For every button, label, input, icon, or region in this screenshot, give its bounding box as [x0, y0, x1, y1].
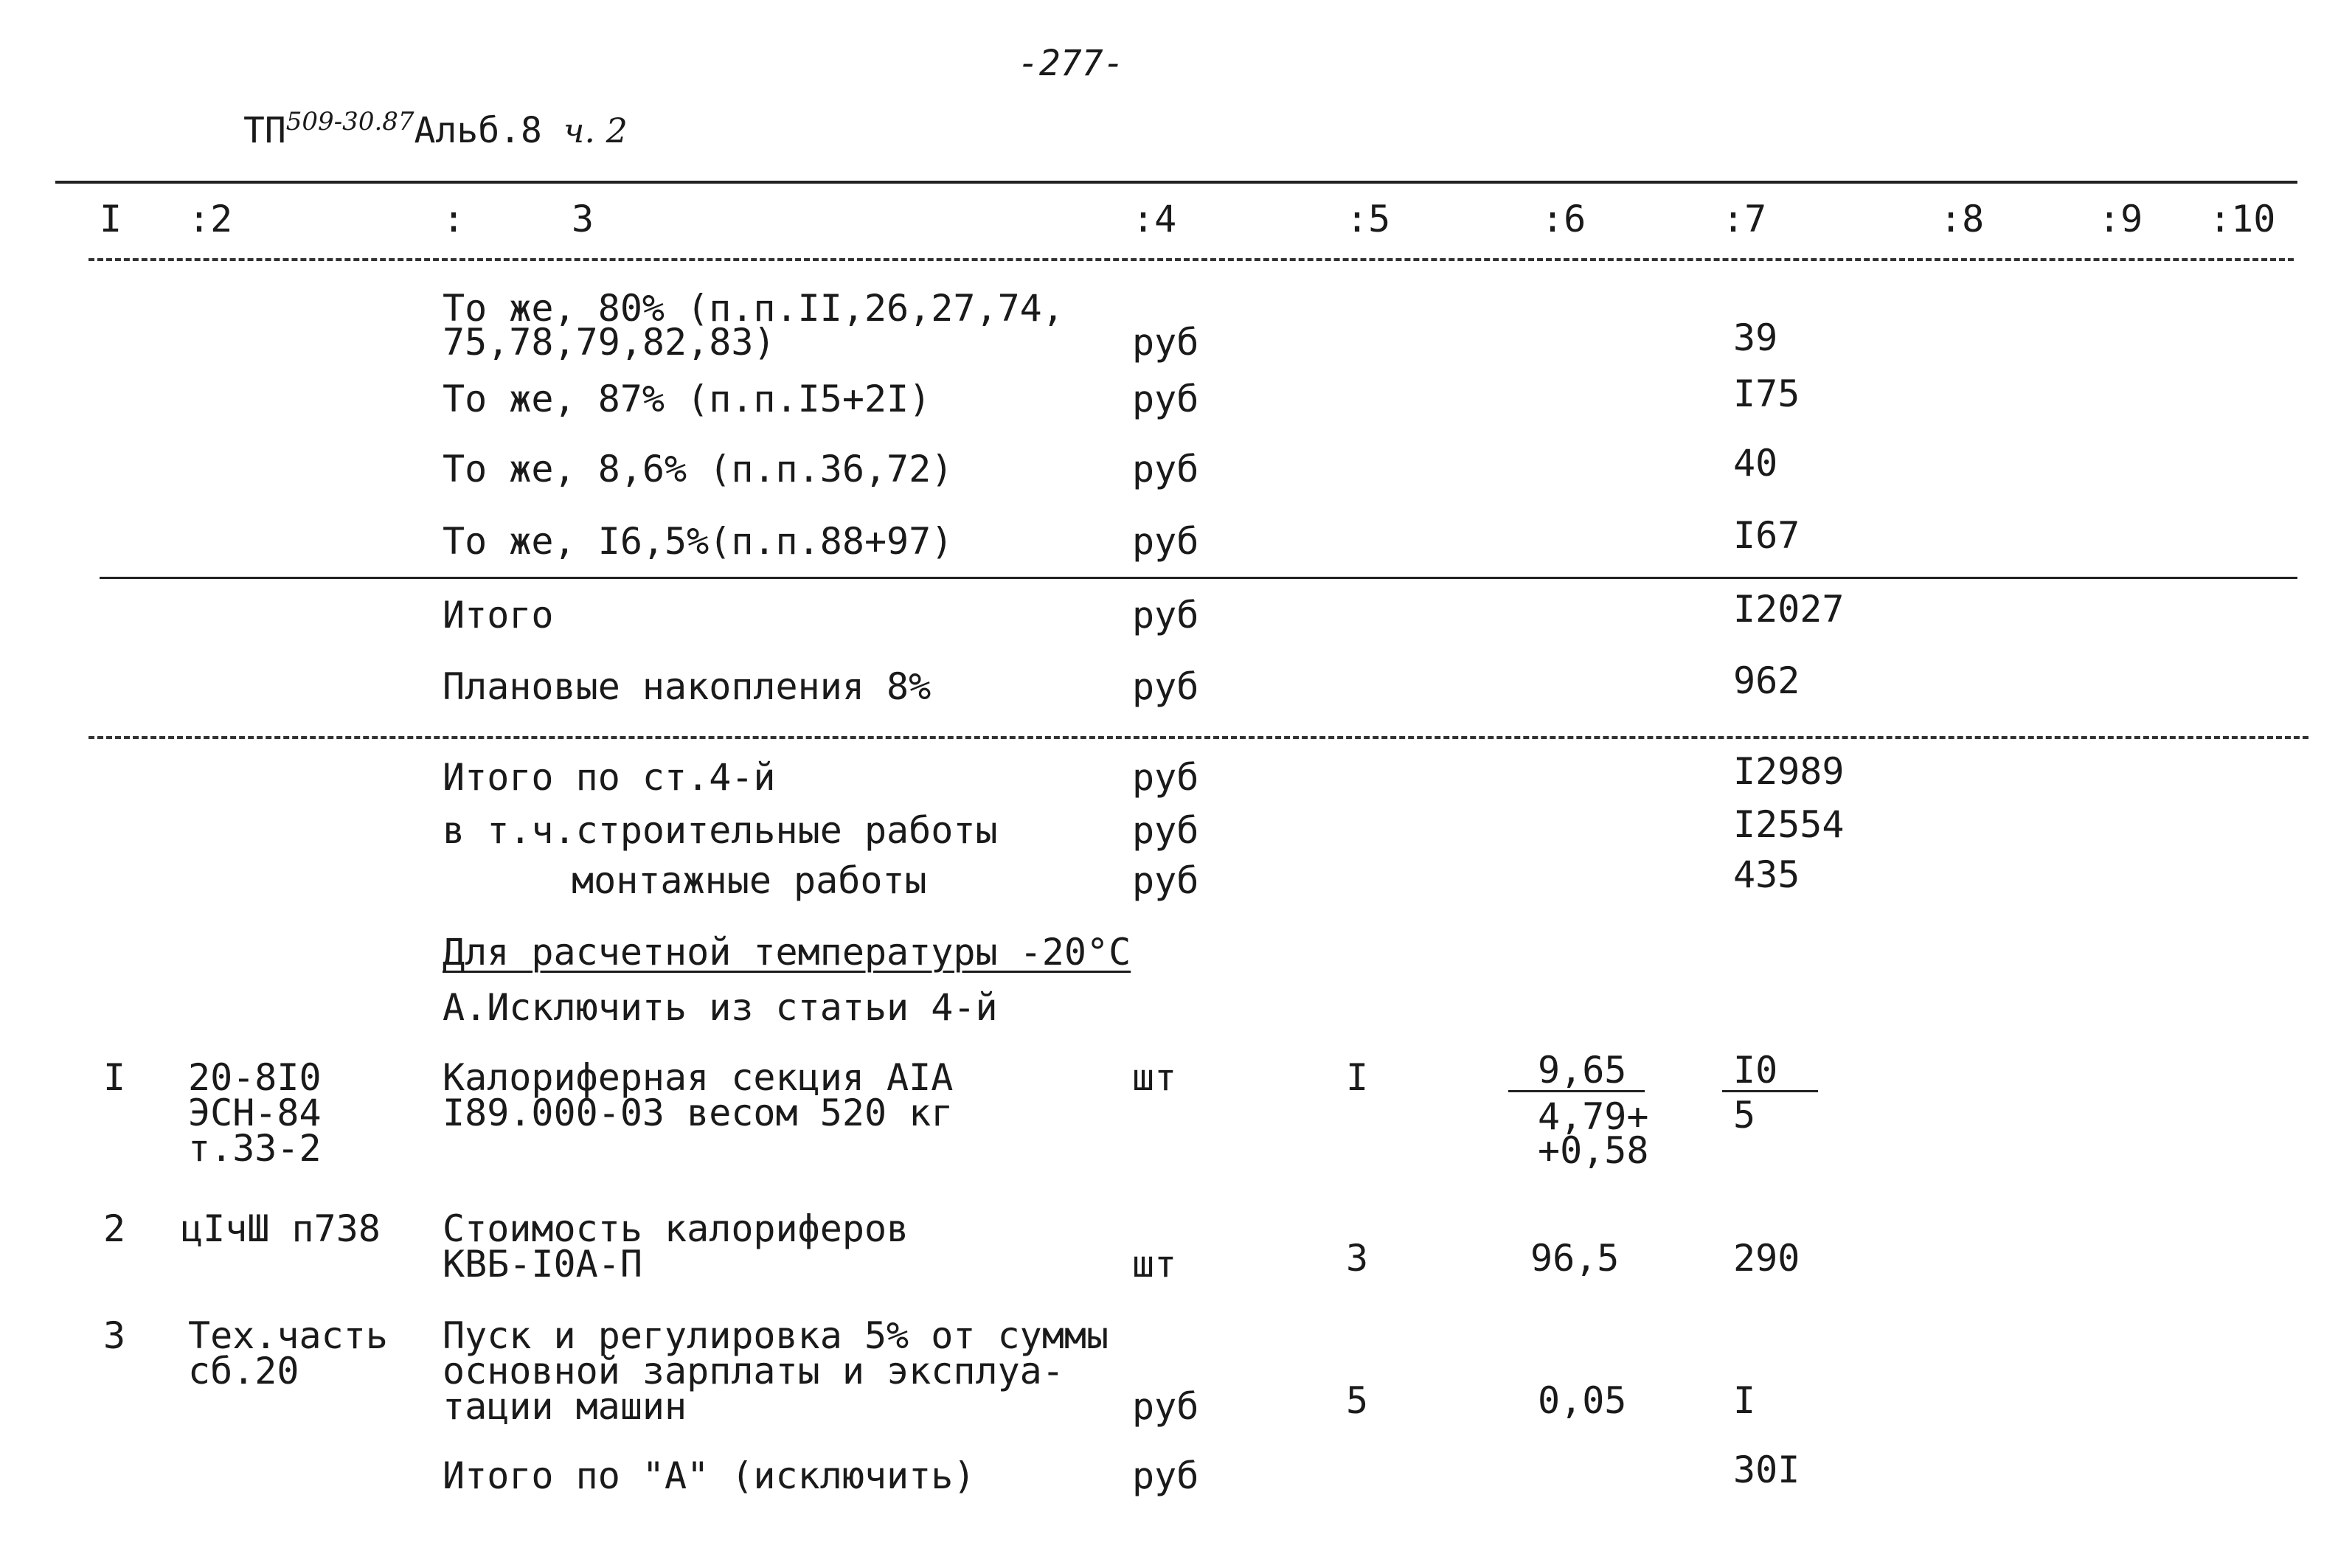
item-3-code-line-1: Тех.часть — [188, 1314, 388, 1357]
row-8-description: в т.ч.строительные работы — [443, 809, 998, 852]
item-1-price-fraction-line — [1508, 1090, 1645, 1092]
row-7-unit: руб — [1132, 756, 1199, 799]
item-3-description-line-2: основной зарплаты и эксплуа- — [443, 1350, 1064, 1392]
item-3-quantity: 5 — [1346, 1379, 1369, 1422]
item-1-number: I — [103, 1056, 126, 1099]
col-header-1: I — [100, 198, 122, 240]
item-1-price-bottom-line-1: 4,79+ — [1538, 1095, 1649, 1138]
row-2-col7: I75 — [1733, 372, 1800, 415]
col-header-8: :8 — [1940, 198, 1985, 240]
item-2-quantity: 3 — [1346, 1237, 1369, 1280]
row-9-description: монтажные работы — [572, 859, 927, 902]
row-2-description: То же, 87% (п.п.I5+2I) — [443, 378, 932, 420]
doc-part-handwritten: ч. 2 — [563, 111, 628, 150]
doc-album: Альб.8 — [414, 110, 542, 151]
item-3-total: I — [1733, 1379, 1756, 1422]
col-header-3-colon: : — [443, 198, 465, 240]
item-3-number: 3 — [103, 1314, 126, 1357]
item-2-total: 290 — [1733, 1237, 1800, 1280]
col-header-2: :2 — [188, 198, 233, 240]
col-header-6: :6 — [1541, 198, 1586, 240]
row-1-description-line-1: То же, 80% (п.п.II,26,27,74, — [443, 287, 1064, 330]
row-7-col7: I2989 — [1733, 750, 1845, 793]
header-top-rule — [55, 181, 2297, 184]
row-1-unit: руб — [1132, 321, 1199, 364]
item-1-code-line-2: ЭСН-84 — [188, 1092, 322, 1134]
section-total-col7: 30I — [1733, 1449, 1800, 1491]
row-1-col7: 39 — [1733, 316, 1778, 359]
section-subheading: А.Исключить из статьи 4-й — [443, 986, 998, 1029]
item-1-description-line-1: Калориферная секция AIA — [443, 1056, 954, 1099]
item-2-unit: шт — [1132, 1243, 1177, 1286]
col-header-9: :9 — [2098, 198, 2143, 240]
item-3-price: 0,05 — [1538, 1379, 1627, 1422]
row-4-description: То же, I6,5%(п.п.88+97) — [443, 520, 954, 563]
row-8-col7: I2554 — [1733, 803, 1845, 846]
row-5-description: Итого — [443, 594, 554, 636]
item-1-quantity: I — [1346, 1056, 1369, 1099]
row-7-description: Итого по ст.4-й — [443, 756, 776, 799]
page-number: -277- — [1018, 43, 1125, 84]
section-total-description: Итого по "А" (исключить) — [443, 1454, 976, 1497]
row-4-unit: руб — [1132, 520, 1199, 563]
item-3-unit: руб — [1132, 1385, 1199, 1428]
item-1-description-line-2: I89.000-03 весом 520 кг — [443, 1092, 954, 1134]
item-1-unit: шт — [1132, 1056, 1177, 1099]
row-5-col7: I2027 — [1733, 588, 1845, 631]
item-1-total-fraction-line — [1722, 1090, 1818, 1092]
row-2-unit: руб — [1132, 378, 1199, 420]
row-4-col7: I67 — [1733, 514, 1800, 557]
document-reference — [243, 107, 628, 151]
row-3-description: То же, 8,6% (п.п.36,72) — [443, 448, 954, 490]
item-1-code-line-3: т.33-2 — [188, 1127, 322, 1170]
col-header-4: :4 — [1132, 198, 1177, 240]
row-6-description: Плановые накопления 8% — [443, 665, 932, 708]
item-1-price-bottom-line-2: +0,58 — [1538, 1129, 1649, 1172]
row-8-unit: руб — [1132, 809, 1199, 852]
section-total-unit: руб — [1132, 1454, 1199, 1497]
item-1-total-bottom: 5 — [1733, 1094, 1756, 1137]
doc-series-handwritten: 509-30.87 — [285, 107, 414, 136]
item-2-description-line-2: КВБ-I0А-П — [443, 1243, 642, 1286]
row-6-unit: руб — [1132, 665, 1199, 708]
row-3-unit: руб — [1132, 448, 1199, 490]
doc-prefix: ТП — [243, 110, 286, 151]
row-3-col7: 40 — [1733, 442, 1778, 485]
col-header-3: 3 — [572, 198, 594, 240]
item-3-description-line-1: Пуск и регулировка 5% от суммы — [443, 1314, 1109, 1357]
header-bottom-rule — [89, 258, 2294, 261]
item-1-total-top: I0 — [1733, 1049, 1778, 1092]
item-2-code: цIчШ п738 — [181, 1207, 381, 1250]
row-5-unit: руб — [1132, 594, 1199, 636]
row-1-description-line-2: 75,78,79,82,83) — [443, 321, 776, 364]
col-header-7: :7 — [1722, 198, 1767, 240]
item-2-price: 96,5 — [1530, 1237, 1620, 1280]
row-9-unit: руб — [1132, 859, 1199, 902]
article-total-rule — [89, 736, 2308, 739]
item-3-description-line-3: тации машин — [443, 1385, 687, 1428]
col-header-5: :5 — [1346, 198, 1391, 240]
row-9-col7: 435 — [1733, 853, 1800, 896]
item-2-description-line-1: Стоимость калориферов — [443, 1207, 909, 1250]
item-1-code-line-1: 20-8I0 — [188, 1056, 322, 1099]
section-heading: Для расчетной температуры -20°С — [443, 931, 1131, 974]
item-2-number: 2 — [103, 1207, 126, 1250]
subtotal-rule — [100, 577, 2297, 579]
item-1-price-top: 9,65 — [1538, 1049, 1627, 1092]
row-6-col7: 962 — [1733, 659, 1800, 702]
col-header-10: :10 — [2209, 198, 2276, 240]
item-3-code-line-2: сб.20 — [188, 1350, 299, 1392]
